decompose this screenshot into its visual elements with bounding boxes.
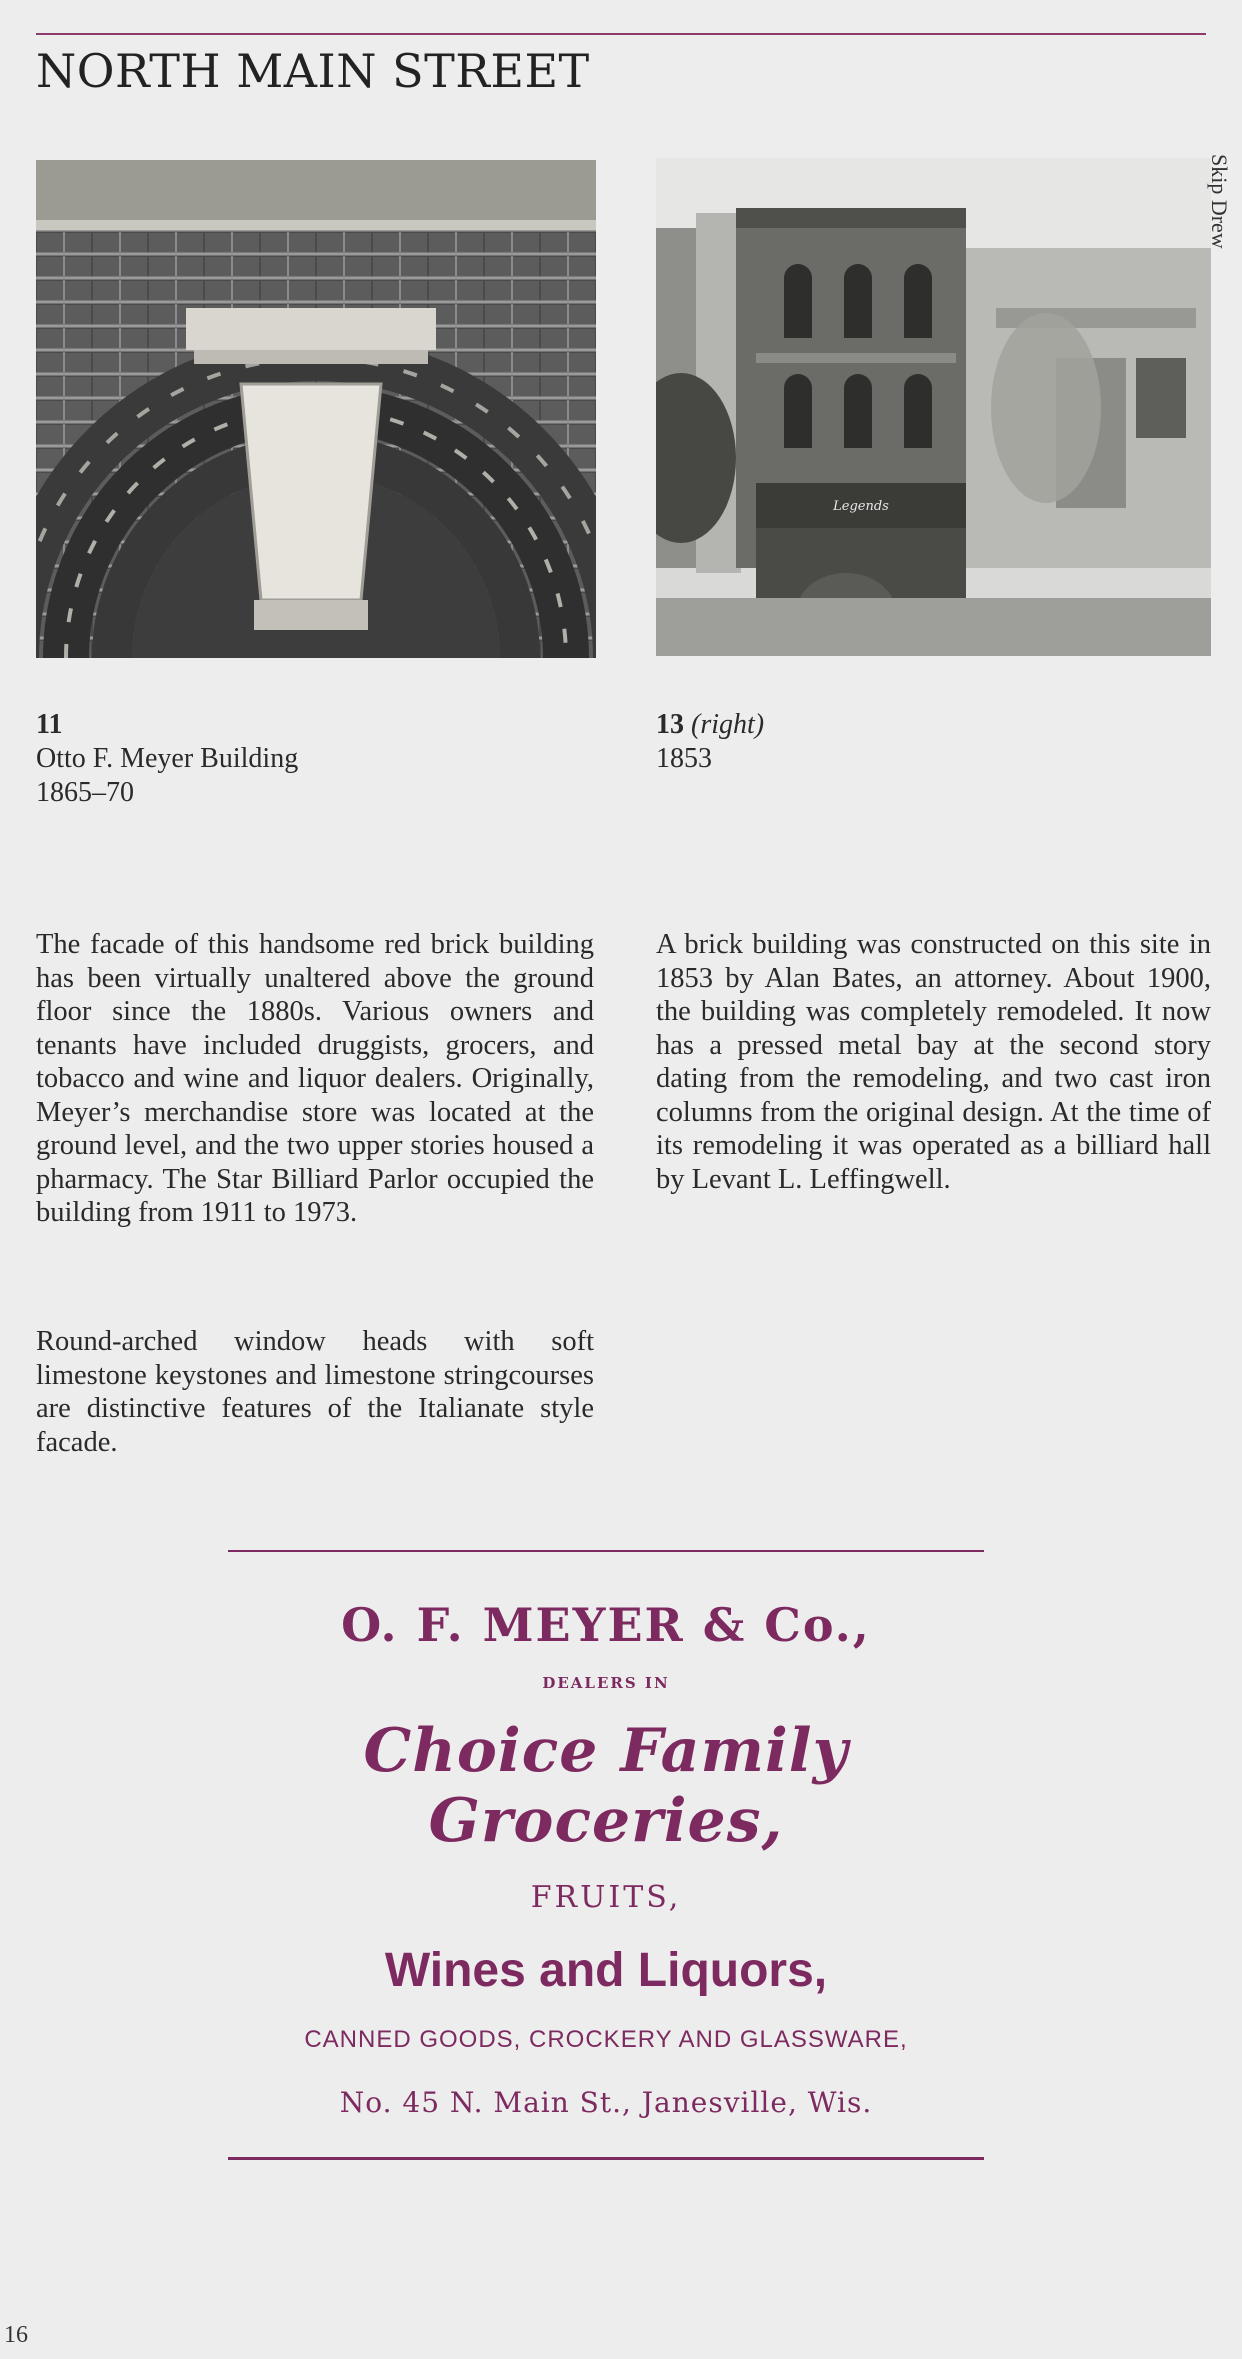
entry-note: (right) xyxy=(691,709,765,740)
historic-advertisement xyxy=(228,1550,984,2160)
entry-number: 13 xyxy=(656,709,684,740)
storefront-sign: Legends xyxy=(833,499,889,514)
ad-top-rule xyxy=(228,1550,984,1552)
ad-company-name: O. F. MEYER & Co., xyxy=(341,1598,871,1652)
entry-11-paragraph-1: The facade of this handsome red brick building has been virtually unaltered above the ground floor since the 1880s. Various owners and tenants have included druggists, grocers, and tobacco and wine and liquor dealers. Originally, Meyer’s merchandise store was located at the ground level, and the two upper stories housed a pharmacy. The Star Billiard Parlor occupied the building from 1911 to 1973. xyxy=(36,929,594,1228)
ad-fruits-line: FRUITS, xyxy=(530,1880,682,1915)
page-title: NORTH MAIN STREET xyxy=(36,44,590,98)
ad-wines-line: Wines and Liquors, xyxy=(384,1944,828,1997)
ad-dealers-line: DEALERS IN xyxy=(542,1674,670,1692)
top-rule xyxy=(36,33,1206,35)
building-name: Otto F. Meyer Building xyxy=(36,743,299,774)
entry-11-paragraph-2: Round-arched window heads with soft limestone keystones and limestone stringcourses are distinctive features of the Italianate style facade. xyxy=(36,1326,594,1458)
ad-goods-line: CANNED GOODS, CROCKERY AND GLASSWARE, xyxy=(304,2026,908,2053)
entry-11-caption xyxy=(36,708,298,810)
ad-bottom-rule xyxy=(228,2157,984,2160)
entry-13-caption xyxy=(656,708,764,776)
ad-groceries-line: Choice Family Groceries, xyxy=(363,1716,849,1856)
keystone-arch-photo xyxy=(36,160,596,658)
entry-number: 11 xyxy=(36,709,63,740)
photo-credit: Skip Drew xyxy=(1207,154,1232,249)
ad-address-line: No. 45 N. Main St., Janesville, Wis. xyxy=(339,2086,873,2119)
building-photo xyxy=(656,158,1211,656)
entry-13-paragraph-1: A brick building was constructed on this site in 1853 by Alan Bates, an attorney. About 1900, the building was completely remodeled. It now has a pressed metal bay at the second story dating from the remodeling, and two cast iron columns from the original design. At the time of its remodeling it was operated as a billiard hall by Levant L. Leffingwell. xyxy=(656,929,1211,1195)
building-date: 1865–70 xyxy=(36,777,134,808)
building-date: 1853 xyxy=(656,743,712,774)
page-number: 16 xyxy=(4,2322,28,2348)
